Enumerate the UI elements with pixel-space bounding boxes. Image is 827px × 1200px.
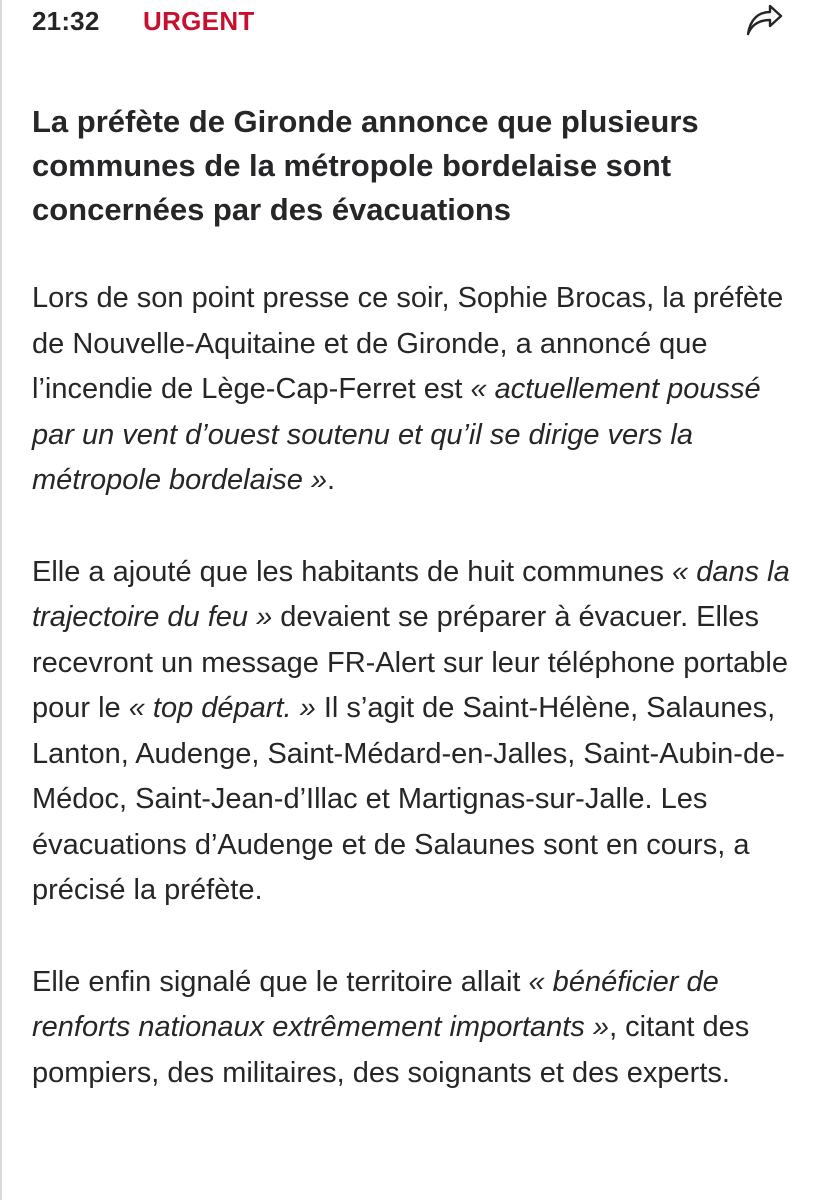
paragraph-text: Elle a ajouté que les habitants de huit communes — [32, 555, 673, 588]
quote: « dans la trajectoire du feu » — [32, 555, 790, 633]
share-arrow-icon — [744, 4, 784, 40]
paragraph-text: Lors de son point presse ce soir, Sophie Brocas, la préfète de Nouvelle-Aquitaine et de Gironde, a annoncé que l’incendie de Lège-Cap-Ferret est — [32, 282, 784, 405]
paragraph-3 — [32, 960, 802, 1097]
paragraph-text: , citant des pompiers, des militaires, des soignants et des experts. — [32, 1011, 750, 1089]
share-button[interactable] — [744, 4, 784, 40]
urgent-badge: URGENT — [143, 6, 255, 36]
paragraph-2 — [32, 550, 802, 914]
quote: « actuellement poussé par un vent d’ouest soutenu et qu’il se dirige vers la métropole bordelaise » — [32, 373, 761, 496]
left-divider — [0, 0, 2, 1200]
post-time: 21:32 — [32, 6, 100, 36]
paragraph-1 — [32, 276, 802, 504]
paragraph-text: devaient se préparer à évacuer. Elles recevront un message FR-Alert sur leur téléphone portable pour le — [32, 601, 788, 724]
article-body — [32, 276, 802, 1142]
quote: « top départ. » — [128, 692, 316, 724]
live-post-header — [0, 0, 827, 48]
quote: « bénéficier de renforts nationaux extrêmement importants » — [32, 965, 719, 1043]
paragraph-text: Il s’agit de Saint-Hélène, Salaunes, Lanton, Audenge, Saint-Médard-en-Jalles, Saint-Aubin-de-Médoc, Saint-Jean-d’Illac et Martignas-sur-Jalle. Les évacuations d’Audenge et de Salaunes sont en cours, a précisé la préfète. — [32, 692, 785, 906]
paragraph-text: . — [327, 464, 336, 496]
paragraph-text: Elle enfin signalé que le territoire allait — [32, 965, 529, 998]
article-title: La préfète de Gironde annonce que plusieurs communes de la métropole bordelaise sont concernées par des évacuations — [32, 104, 699, 227]
